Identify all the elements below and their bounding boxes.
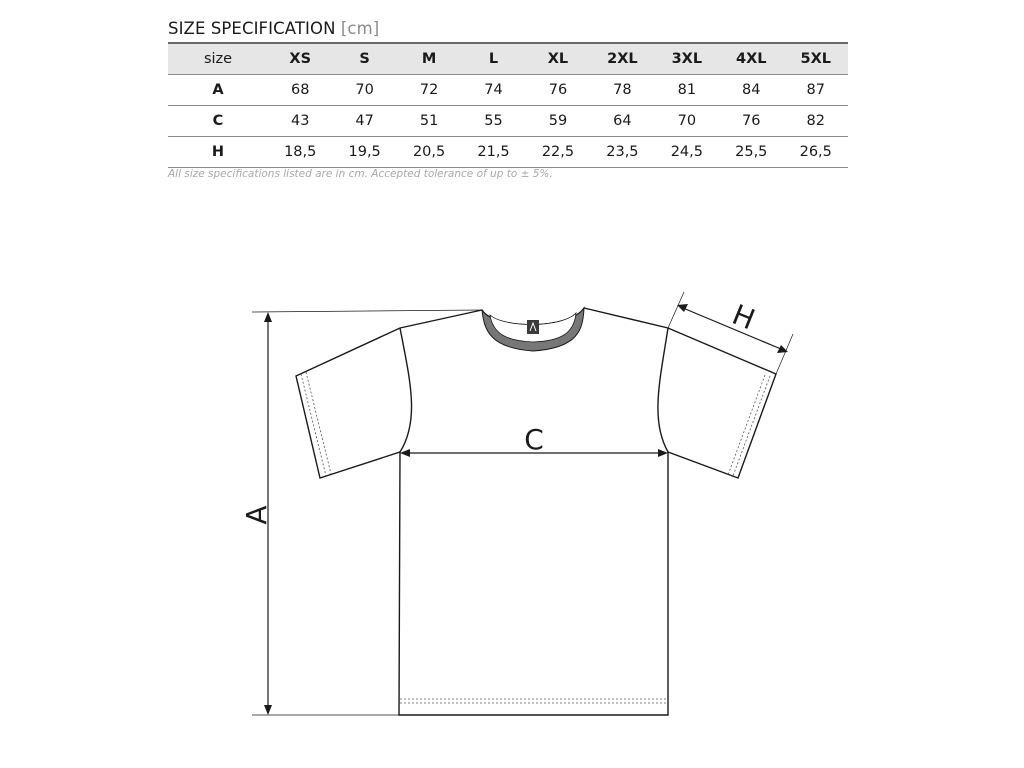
table-cell: 74 [484,82,503,98]
row-label: C [212,113,224,129]
tolerance-note: All size specifications listed are in cm. Accepted tolerance of up to ± 5%. [168,168,553,180]
table-cell: 18,5 [284,144,317,160]
table-cell: 20,5 [412,144,446,160]
dimension-h-extension-right [776,334,793,374]
right-sleeve-hem-stitch [728,375,765,475]
collar [482,308,584,351]
table-cell: 22,5 [541,144,575,160]
title-unit: [cm] [340,19,380,38]
table-cell: 55 [484,113,503,129]
table-cell: 51 [419,113,439,129]
table-cell: 24,5 [670,144,703,160]
header-size: 2XL [607,51,638,67]
dimension-a [252,310,482,715]
table-cell: 84 [742,82,761,98]
table-cell: 68 [290,82,310,98]
left-armhole-seam [400,328,412,452]
dimension-h-label: H [727,297,760,337]
header-size: M [421,51,437,67]
table-cell: 70 [677,113,697,129]
header-size: 5XL [800,51,831,67]
header-size: XL [547,51,569,67]
dimension-a-arrow-bottom [264,705,272,715]
tshirt-body-outline [296,308,776,715]
right-sleeve-hem-stitch [733,376,770,476]
right-armhole-seam [658,328,668,452]
table-cell: 78 [613,82,632,98]
table-cell: 72 [419,82,439,98]
header-size-label: size [203,51,233,67]
header-size: XS [289,51,312,67]
table-cell: 23,5 [606,144,639,160]
table-cell: 87 [806,82,825,98]
table-cell: 43 [290,113,310,129]
table-cell: 70 [355,82,374,98]
table-cell: 76 [548,82,568,98]
table-cell: 64 [613,113,632,129]
header-size: S [359,51,370,67]
tshirt-outline [296,308,776,715]
header-size: 3XL [671,51,703,67]
table-cell: 59 [548,113,568,129]
stitching [301,372,770,703]
dimension-h-arrow-left [677,304,688,312]
table-cell: 26,5 [799,144,832,160]
table-cell: 81 [677,82,697,98]
left-sleeve-hem-stitch [301,374,326,476]
row-label: A [212,82,224,98]
table-cell: 19,5 [348,144,381,160]
header-size: 4XL [736,51,767,67]
table-cell: 21,5 [477,144,510,160]
dimension-c-label: C [524,423,544,456]
dimension-a-arrow-top [264,312,272,322]
title-text: SIZE SPECIFICATION [168,19,336,38]
table-cell: 82 [806,113,825,129]
dimension-h [668,292,793,374]
table-cell: 76 [742,113,761,129]
table-cell: 25,5 [735,144,768,160]
table-cell: 47 [355,113,374,129]
dimension-h-extension-left [668,292,684,328]
header-size: L [488,51,499,67]
left-sleeve-hem-stitch [306,372,331,474]
dimension-a-label: A [240,505,273,525]
row-label: H [211,144,225,160]
dimension-a-extension-top [252,310,482,312]
